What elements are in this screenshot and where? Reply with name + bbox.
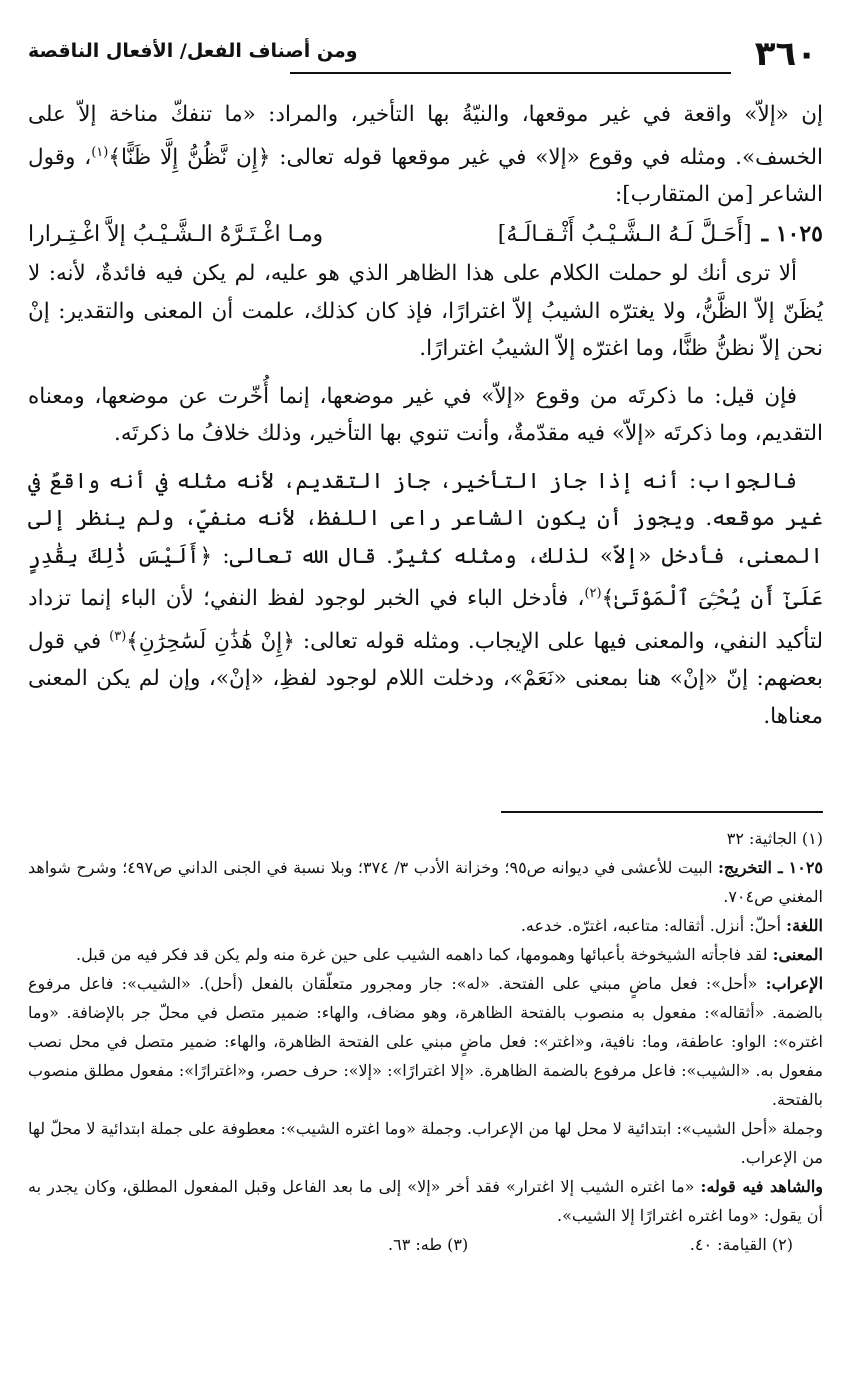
footnote-takhrij: ١٠٢٥ ـ التخريج: البيت للأعشى في ديوانه ص٩٥؛ وخزانة الأدب ٣/ ٣٧٤؛ وبلا نسبة في الجنى الداني ص٤٩٧؛ وشرح شواهد المغني ص٧٠٤. (28, 858, 823, 906)
footnotes (28, 824, 823, 1259)
footnote-shahid: والشاهد فيه قوله: «ما اغتره الشيب إلا اغترار» فقد أخر «إلا» إلى ما بعد الفاعل وقبل المفعول المطلق، وكان يجدر به أن يقول: «وما اغتره اغترارًا إلا الشيب». (28, 1177, 824, 1225)
paragraph-2: ألا ترى أنك لو حملت الكلام على هذا الظاهر الذي هو عليه، لم يكن فيه فائدةٌ، لأنه: لا يُظَنّ إلاّ الظَّنُّ، ولا يغترّه الشيبُ إلاّ اغترارًا، فإذ كان كذلك، علمت أن المعنى والتقدير: إنْ نحن إلاّ نظنُّ ظنًّا، وما اغترّه إلاّ الشيبُ اغترارًا. (28, 261, 823, 362)
footnote-ref-2[interactable]: (٢) (584, 586, 602, 602)
footnote-1: (١) الجاثية: ٣٢ (726, 829, 823, 848)
verse-first-hemistich: [أَحَـلَّ لَـهُ الـشَّـيْـبُ أَثْـقـالَـهُ] (497, 221, 752, 247)
footnote-irab: الإعراب: «أحل»: فعل ماضٍ مبني على الفتحة. «له»: جار ومجرور متعلّقان بالفعل (أحل). «الشيب»: فاعل مرفوع بالضمة. «أثقاله»: مفعول به منصوب بالفتحة الظاهرة، وهو مضاف، والهاء: ضمير متصل في محلّ جر بالإضافة. «وما اغتره»: الواو: عاطفة، وما: نافية، و«اغتر»: فعل ماضٍ مبني على الفتحة الظاهرة، والهاء: ضمير متصل في محل نصب مفعول به. «الشيب»: فاعل مرفوع بالضمة الظاهرة. «إلا اغترارًا»: «إلا»: حرف حصر، و«اغترارًا»: مفعول مطلق منصوب بالفتحة. (28, 974, 824, 1109)
footnote-maana: المعنى: لقد فاجأته الشيخوخة بأعبائها وهمومها، كما داهمه الشيب على حين غرة منه ولم يكن قد فكر فيه من قبل. (75, 945, 823, 964)
verse-second-hemistich: ومـا اغْـتَـرَّهُ الـشَّـيْـبُ إلاَّ اغْـتِـرارا (28, 221, 324, 247)
paragraph-3: فإن قيل: ما ذكرتَه من وقوع «إلاّ» في غير موضعها، إنما أُخّرت عن موضعها، ومعناه التقديم، وما ذكرتَه «إلاّ» فيه مقدّمةٌ، وأنت تنوي بها التأخير، وذلك خلافُ ما ذكرتَه. (28, 383, 823, 447)
paragraph-4: فالجواب: أنه إذا جاز التأخير، جاز التقديم، لأنه مثله في أنه واقعٌ في غير موقعه. ويجوز أن يكون الشاعر راعى اللفظ، لأنه منفيّ، ولم ينظر إلى المعنى، فأدخل «إلاّ» لذلك، ومثله كثيرٌ. قال الله تعالى: ﴿أَلَيْسَ ذَٰلِكَ بِقَٰدِرٍ عَلَىٰٓ أَن يُحْـِۧىَ ٱلْمَوْتَىٰ﴾$^{(٢)}$، فأدخل الباء في الخبر لوجود لفظ النفي؛ لأن الباء إنما تزداد لتأكيد النفي، والمعنى فيها على الإيجاب. ومثله قوله تعالى: ﴿إِنْ هَٰذَٰنِ لَسَٰحِرَٰنِ﴾$^{(٣)}$ في قول بعضهم: إنّ «إنْ» هنا بمعنى «نَعَمْ»، ودخلت اللام لوجود لفظِ، «إنْ»، وإن لم يكن المعنى معناها. (28, 468, 824, 729)
footnote-2: (٢) القيامة: ٤٠. (689, 1235, 793, 1254)
paragraph-1: إن «إلاّ» واقعة في غير موقعها، والنيّةُ بها التأخير، والمراد: «ما تنفكّ مناخة إلاّ على الخسف». ومثله في وقوع «إلا» في غير موقعها قوله تعالى: ﴿إِن نَّظُنُّ إِلَّا ظَنًّا﴾$^{(١)}$، وقول الشاعر [من المتقارب]: (28, 102, 823, 208)
footnote-lugha: اللغة: أحلّ: أنزل. أثقاله: متاعبه، اغترّه. خدعه. (520, 916, 823, 935)
footnote-2-3 (28, 1230, 823, 1259)
main-text (28, 96, 823, 735)
footnote-3: (٣) طه: ٦٣. (388, 1235, 469, 1254)
running-title: ومن أصناف الفعل/ الأفعال الناقصة (28, 40, 358, 62)
page-number: ٣٦٠ (754, 34, 817, 74)
book-page (28, 28, 823, 1358)
footnote-ref-3[interactable]: (٣) (109, 628, 127, 644)
footnote-rule (501, 811, 823, 813)
header-rule (290, 72, 731, 74)
page-header (28, 28, 823, 84)
footnote-jumla: وجملة «أحل الشيب»: ابتدائية لا محل لها من الإعراب. وجملة «وما اغتره الشيب»: معطوفة على جملة ابتدائية لا محلّ لها من الإعراب. (28, 1119, 824, 1167)
verse-number: ١٠٢٥ ـ (761, 220, 823, 247)
poem-verse (28, 216, 823, 254)
footnote-ref-1[interactable]: (١) (91, 144, 109, 160)
